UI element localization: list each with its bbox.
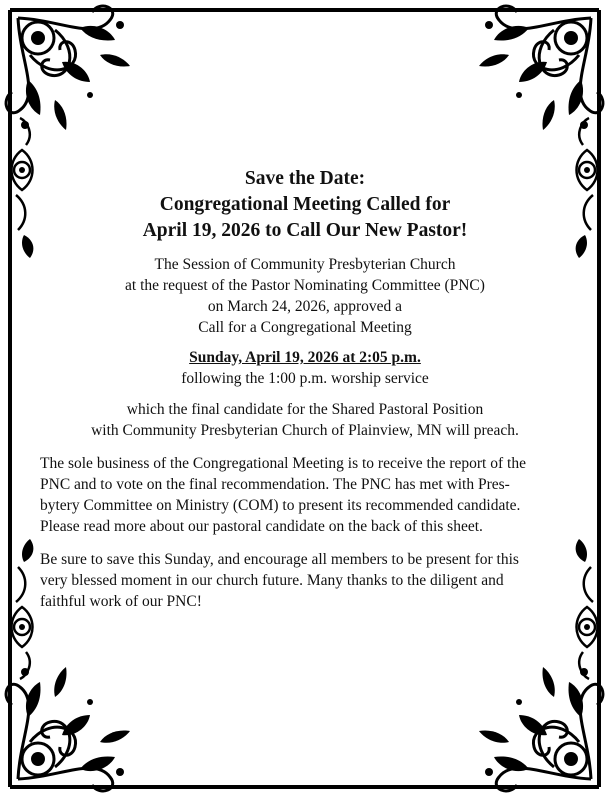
candidate-block xyxy=(40,399,570,441)
top-left-corner-ornament xyxy=(6,6,140,150)
intro-line-2: at the request of the Pastor Nominating Committee (PNC) xyxy=(125,277,485,294)
left-lower-flourish xyxy=(12,539,34,679)
bottom-left-corner-ornament xyxy=(6,647,140,791)
closing-line-2: very blessed moment in our church future. Many thanks to the diligent and xyxy=(40,572,504,589)
meeting-date: Sunday, April 19, 2026 at 2:05 p.m. xyxy=(189,349,421,366)
closing-paragraph xyxy=(40,549,570,612)
right-upper-flourish xyxy=(576,118,598,258)
bottom-right-corner-ornament xyxy=(469,647,603,791)
intro-line-3: on March 24, 2026, approved a xyxy=(207,298,403,315)
intro-line-1: The Session of Community Presbyterian Church xyxy=(154,256,456,273)
title-line-3: April 19, 2026 to Call Our New Pastor! xyxy=(142,220,468,241)
business-line-4: Please read more about our pastoral candidate on the back of this sheet. xyxy=(40,518,483,535)
business-paragraph xyxy=(40,453,570,537)
closing-line-1: Be sure to save this Sunday, and encourage all members to be present for this xyxy=(40,551,519,568)
business-line-2: PNC and to vote on the final recommendation. The PNC has met with Pres- xyxy=(40,476,510,493)
closing-line-3: faithful work of our PNC! xyxy=(40,593,202,610)
top-right-corner-ornament xyxy=(469,6,603,150)
flyer-content xyxy=(40,166,570,612)
left-upper-flourish xyxy=(12,118,34,258)
intro-block xyxy=(40,254,570,338)
title-line-1: Save the Date: xyxy=(244,168,366,189)
business-line-1: The sole business of the Congregational Meeting is to receive the report of the xyxy=(40,455,526,472)
candidate-line-2: with Community Presbyterian Church of Plainview, MN will preach. xyxy=(91,422,519,439)
candidate-line-1: which the final candidate for the Shared Pastoral Position xyxy=(126,401,484,418)
meeting-after: following the 1:00 p.m. worship service xyxy=(181,370,429,387)
business-line-3: bytery Committee on Ministry (COM) to present its recommended candidate. xyxy=(40,497,521,514)
title-line-2: Congregational Meeting Called for xyxy=(159,194,451,215)
intro-line-4: Call for a Congregational Meeting xyxy=(198,319,412,336)
right-lower-flourish xyxy=(576,539,598,679)
page-title xyxy=(40,166,570,244)
meeting-block xyxy=(40,347,570,389)
